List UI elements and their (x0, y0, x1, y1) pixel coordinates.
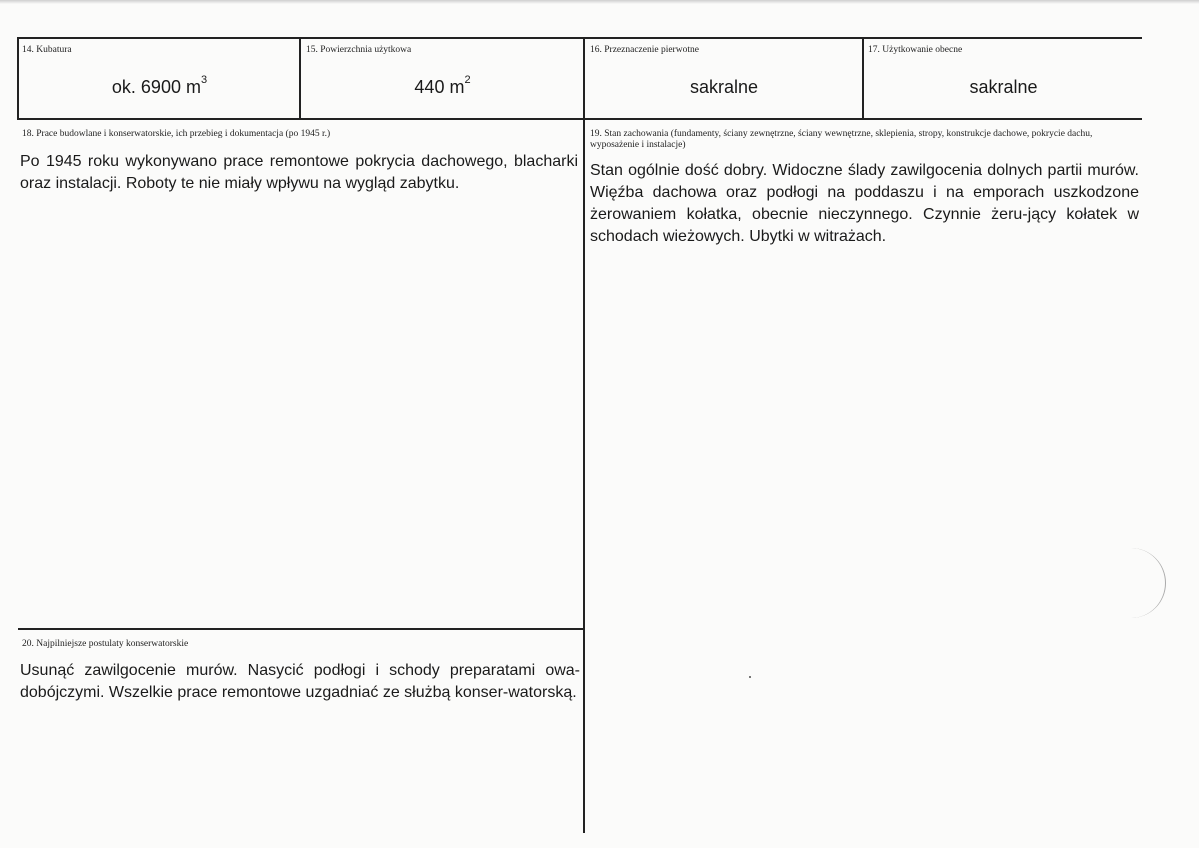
scan-mark-dot (749, 676, 751, 678)
section-20-top-line (18, 628, 584, 630)
field-16-label: 16. Przeznaczenie pierwotne (590, 45, 699, 55)
divider-16-17 (862, 37, 864, 120)
scan-mark-curve (1125, 548, 1166, 618)
field-18-label: 18. Prace budowlane i konserwatorskie, ich przebieg i dokumentacja (po 1945 r.) (22, 129, 331, 139)
field-17-label: 17. Użytkowanie obecne (868, 45, 963, 55)
field-14-value: ok. 6900 $m^3$ (111, 74, 208, 97)
field-17-value: sakralne (969, 77, 1038, 97)
field-19-text: Stan ogólnie dość dobry. Widoczne ślady zawilgocenia dolnych partii murów. Więźba dachowa oraz podłogi na poddaszu i na emporach uszkodzone żerowaniem kołatka, obecnie nieczynnego. Czynnie żeru-jący kołatek w schodach wieżowych. Ubytki w witrażach. (590, 162, 1139, 245)
divider-14-15 (299, 37, 301, 120)
field-20-label: 20. Najpilniejsze postulaty konserwatorskie (22, 639, 189, 649)
field-15-label: 15. Powierzchnia użytkowa (306, 45, 412, 55)
field-20-text: Usunąć zawilgocenie murów. Nasycić podłogi i schody preparatami owa-dobójczymi. Wszelkie prace remontowe uzgadniać ze służbą konser-watorską. (20, 662, 580, 701)
field-16-value: sakralne (689, 77, 759, 97)
header-row-bottom-line (18, 118, 1142, 120)
field-15-value: 440 $m^2$ (414, 74, 471, 97)
field-19-label: 19. Stan zachowania (fundamenty, ściany zewnętrzne, ściany wewnętrzne, sklepienia, stropy, konstrukcje dachowe, pokrycie dachu, wyposażenie i instalacje) (590, 129, 1093, 150)
top-border-line (18, 37, 1142, 39)
left-border-line (17, 37, 19, 120)
field-18-text: Po 1945 roku wykonywano prace remontowe pokrycia dachowego, blacharki oraz instalacji. Roboty te nie miały wpływu na wygląd zabytku. (20, 153, 578, 192)
field-14-label: 14. Kubatura (22, 45, 72, 55)
center-divider (583, 37, 585, 833)
